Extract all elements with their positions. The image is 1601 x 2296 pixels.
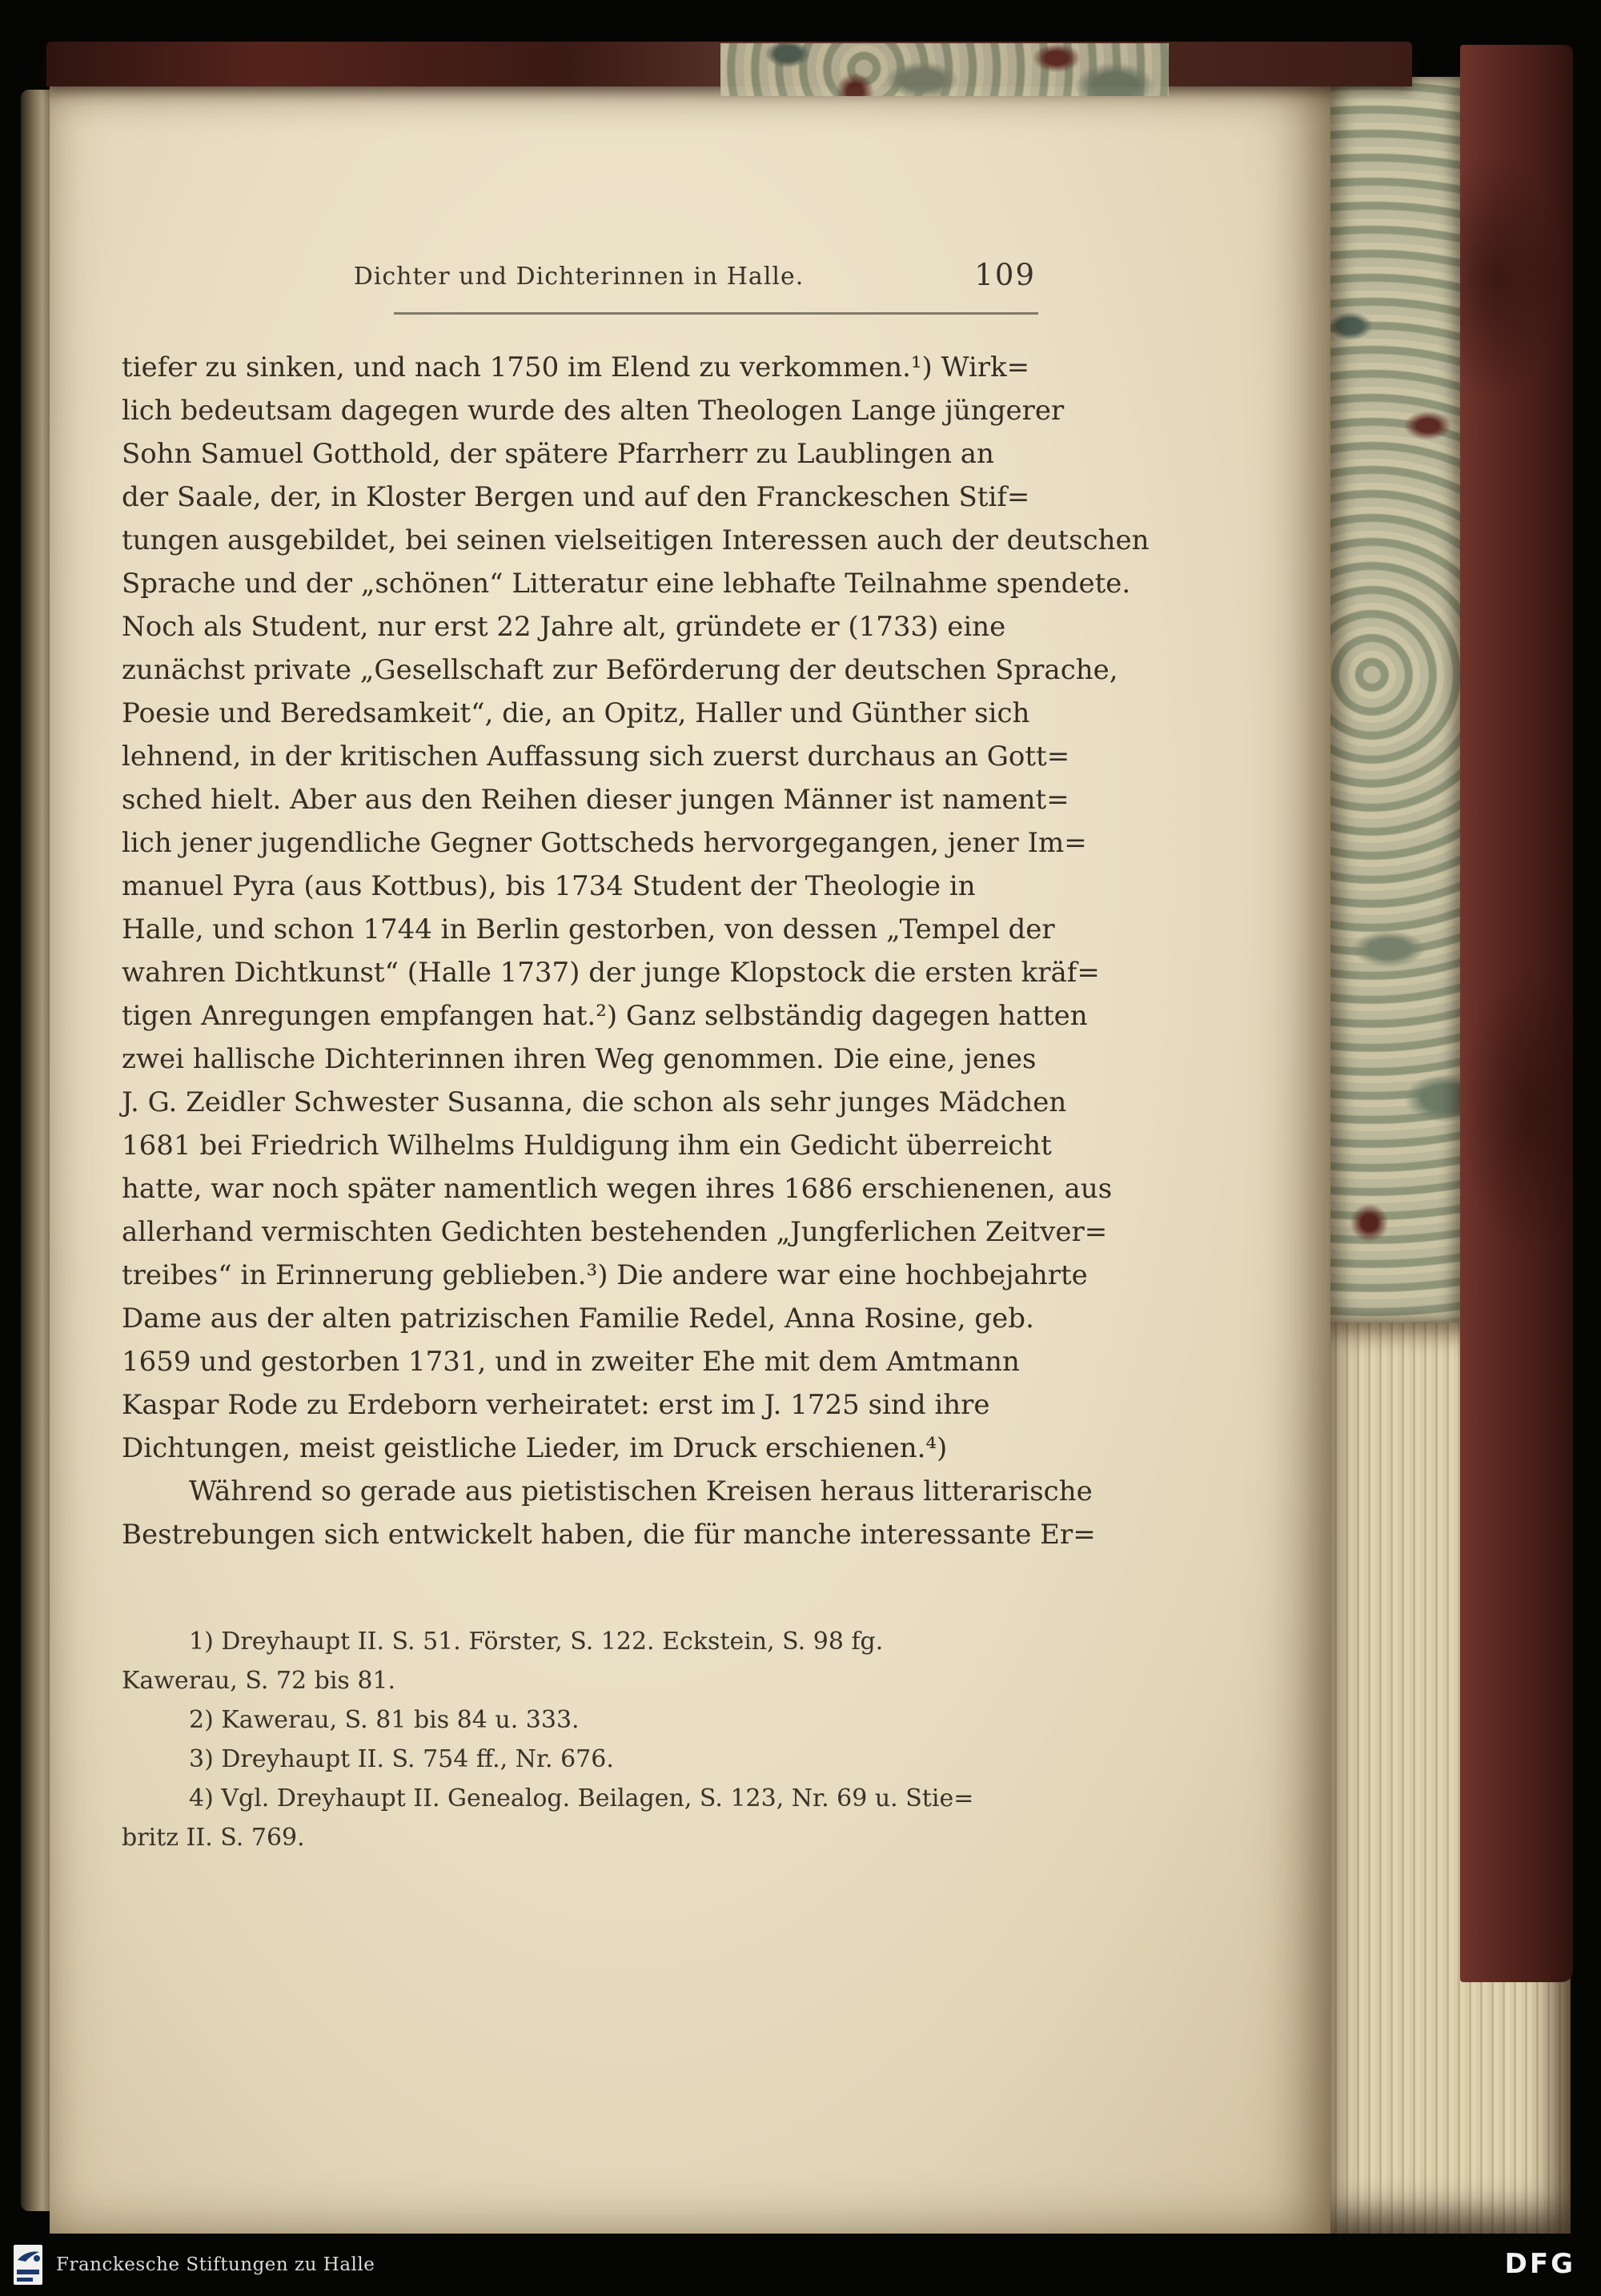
text-line: tungen ausgebildet, bei seinen vielseitigen Interessen auch der deutschen xyxy=(122,524,1150,556)
marbled-paper-edge xyxy=(1330,77,1460,1323)
footnote-line: 2) Kawerau, S. 81 bis 84 u. 333. xyxy=(189,1706,580,1734)
page-number: 109 xyxy=(974,258,1036,292)
text-line: lich jener jugendliche Gegner Gottscheds hervorgegangen, jener Im= xyxy=(122,827,1087,859)
text-line: Während so gerade aus pietistischen Kreisen heraus litterarische xyxy=(189,1475,1093,1507)
text-line: Halle, und schon 1744 in Berlin gestorben, von dessen „Tempel der xyxy=(122,913,1055,945)
left-page-edge xyxy=(21,90,51,2211)
text-line: zunächst private „Gesellschaft zur Beförderung der deutschen Sprache, xyxy=(122,654,1118,686)
text-line: lich bedeutsam dagegen wurde des alten Theologen Lange jüngerer xyxy=(122,395,1065,427)
text-line: tigen Anregungen empfangen hat.²) Ganz selbständig dagegen hatten xyxy=(122,1000,1088,1032)
footnote-line: 4) Vgl. Dreyhaupt II. Genealog. Beilagen, S. 123, Nr. 69 u. Stie= xyxy=(189,1784,974,1812)
dfg-logo: DFG xyxy=(1504,2248,1575,2280)
text-line: Sohn Samuel Gotthold, der spätere Pfarrherr zu Laublingen an xyxy=(122,438,994,470)
text-line: Sprache und der „schönen“ Litteratur eine lebhafte Teilnahme spendete. xyxy=(122,568,1131,600)
running-title: Dichter und Dichterinnen in Halle. xyxy=(353,263,805,291)
text-line: 1659 und gestorben 1731, und in zweiter Ehe mit dem Amtmann xyxy=(122,1346,1020,1378)
institution-label: Franckesche Stiftungen zu Halle xyxy=(56,2254,375,2275)
text-line: Bestrebungen sich entwickelt haben, die für manche interessante Er= xyxy=(122,1519,1096,1551)
text-line: Dame aus der alten patrizischen Familie Redel, Anna Rosine, geb. xyxy=(122,1303,1034,1335)
footnote-line: Kawerau, S. 72 bis 81. xyxy=(122,1667,396,1695)
footnotes xyxy=(122,1622,1042,1857)
francke-stiftungen-logo-icon xyxy=(13,2244,43,2286)
footnote-line: 3) Dreyhaupt II. S. 754 ff., Nr. 676. xyxy=(189,1745,614,1773)
text-line: Noch als Student, nur erst 22 Jahre alt, gründete er (1733) eine xyxy=(122,611,1006,643)
text-line: Poesie und Beredsamkeit“, die, an Opitz, Haller und Günther sich xyxy=(122,697,1030,729)
text-line: lehnend, in der kritischen Auffassung sich zuerst durchaus an Gott= xyxy=(122,741,1070,773)
footer-bar xyxy=(0,2234,1601,2296)
text-line: 1681 bei Friedrich Wilhelms Huldigung ihm ein Gedicht überreicht xyxy=(122,1130,1052,1162)
page-content xyxy=(50,77,1330,2234)
footer-left xyxy=(0,2244,375,2286)
text-line: treibes“ in Erinnerung geblieben.³) Die andere war eine hochbejahrte xyxy=(122,1259,1088,1291)
body-text xyxy=(122,346,1150,1556)
text-line: allerhand vermischten Gedichten bestehenden „Jungferlichen Zeitver= xyxy=(122,1216,1108,1248)
text-line: J. G. Zeidler Schwester Susanna, die schon als sehr junges Mädchen xyxy=(122,1086,1067,1118)
text-line: Kaspar Rode zu Erdeborn verheiratet: erst im J. 1725 sind ihre xyxy=(122,1389,990,1421)
footnote-line: 1) Dreyhaupt II. S. 51. Förster, S. 122. Eckstein, S. 98 fg. xyxy=(189,1628,884,1656)
book-cover-edge xyxy=(1460,45,1573,1982)
text-line: zwei hallische Dichterinnen ihren Weg genommen. Die eine, jenes xyxy=(122,1043,1037,1075)
text-line: sched hielt. Aber aus den Reihen dieser jungen Männer ist nament= xyxy=(122,784,1069,816)
text-line: tiefer zu sinken, und nach 1750 im Elend zu verkommen.¹) Wirk= xyxy=(122,351,1030,383)
header-rule xyxy=(394,312,1038,315)
text-line: der Saale, der, in Kloster Bergen und auf den Franckeschen Stif= xyxy=(122,481,1030,513)
footnote-line: britz II. S. 769. xyxy=(122,1824,305,1852)
text-line: manuel Pyra (aus Kottbus), bis 1734 Student der Theologie in xyxy=(122,870,976,902)
text-line: hatte, war noch später namentlich wegen ihres 1686 erschienenen, aus xyxy=(122,1173,1113,1205)
text-line: wahren Dichtkunst“ (Halle 1737) der junge Klopstock die ersten kräf= xyxy=(122,957,1100,989)
text-line: Dichtungen, meist geistliche Lieder, im Druck erschienen.⁴) xyxy=(122,1432,948,1464)
